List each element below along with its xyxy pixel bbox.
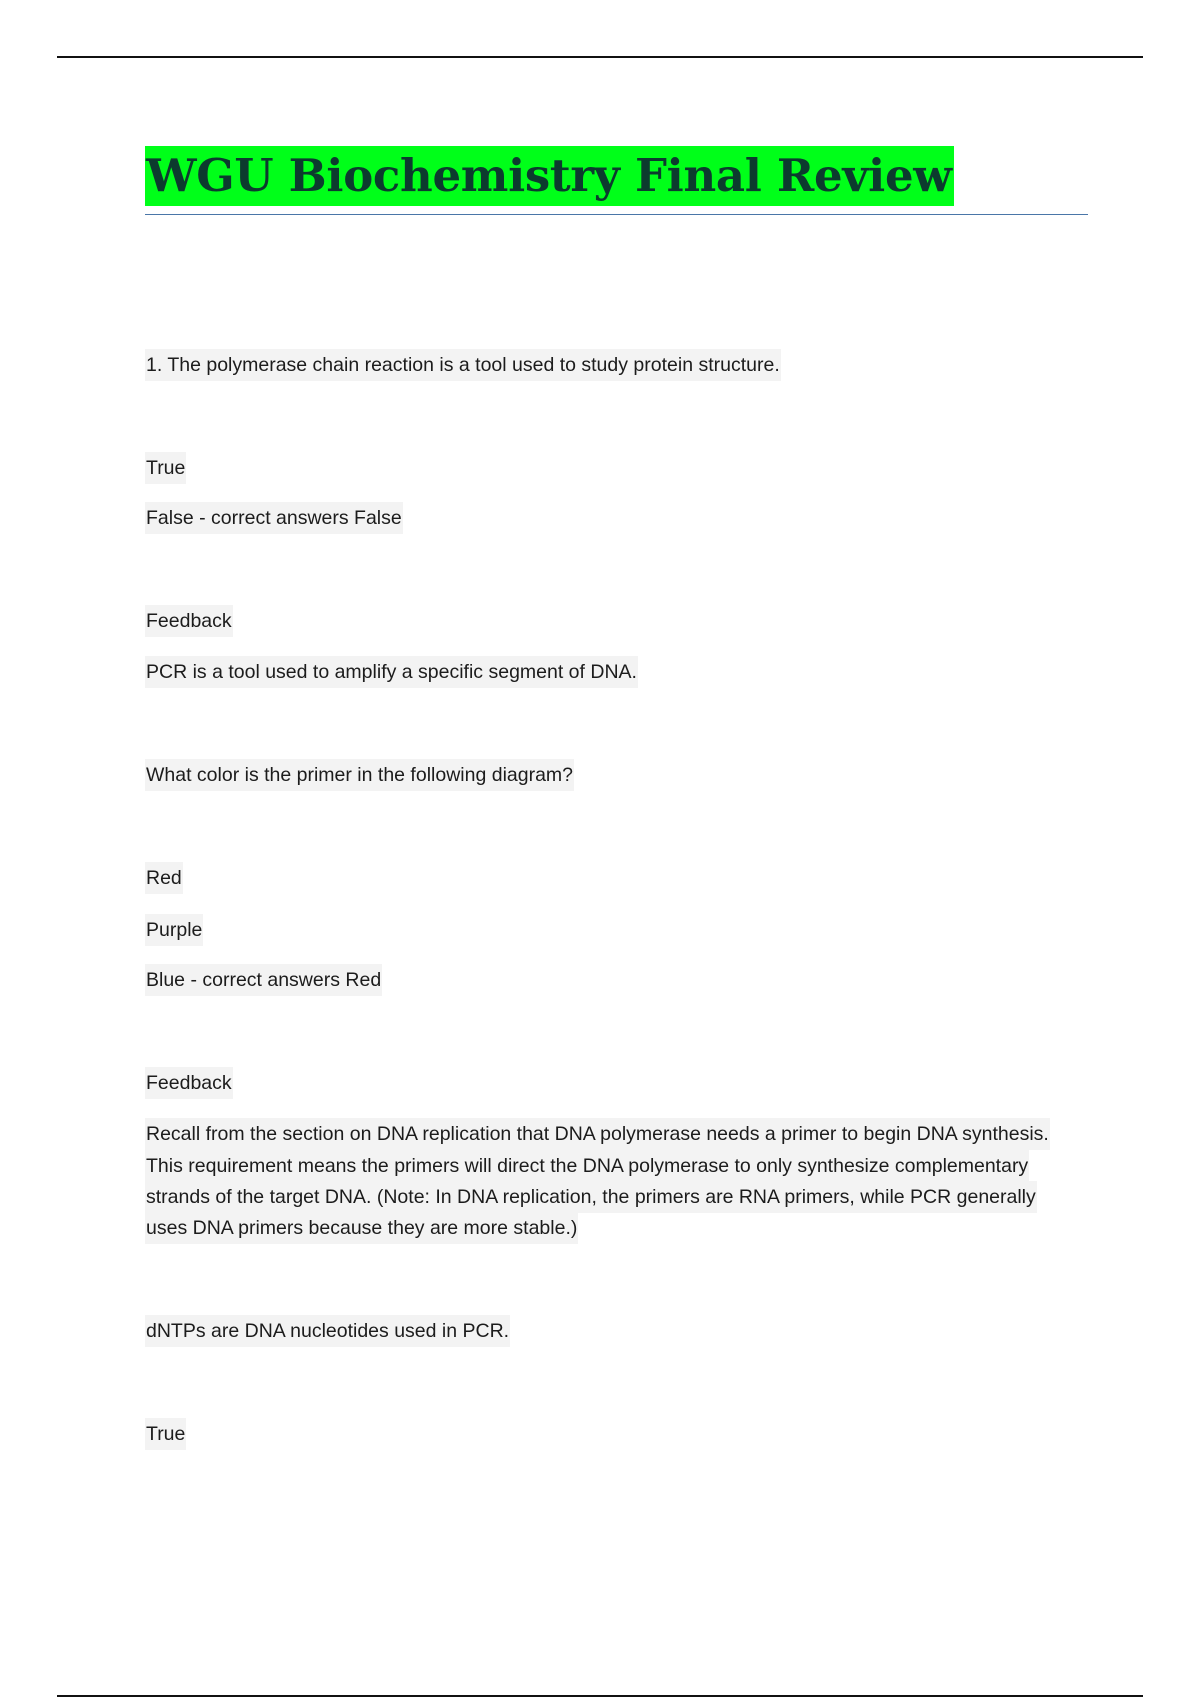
page-top-rule bbox=[57, 56, 1143, 58]
question-3-text: dNTPs are DNA nucleotides used in PCR. bbox=[145, 1315, 510, 1347]
question-1-option-false-answer: False - correct answers False bbox=[145, 502, 403, 534]
question-2-feedback-line-3: strands of the target DNA. (Note: In DNA replication, the primers are RNA primers, while PCR generally bbox=[145, 1181, 1037, 1213]
question-2-text: What color is the primer in the following diagram? bbox=[145, 759, 574, 791]
question-2-option-blue-answer: Blue - correct answers Red bbox=[145, 964, 382, 996]
question-1-option-true: True bbox=[145, 452, 186, 484]
document-title: WGU Biochemistry Final Review bbox=[145, 146, 954, 206]
page-bottom-rule bbox=[57, 1695, 1143, 1697]
question-1-text: 1. The polymerase chain reaction is a tool used to study protein structure. bbox=[145, 349, 781, 381]
question-3-option-true: True bbox=[145, 1418, 186, 1450]
question-2-feedback-label: Feedback bbox=[145, 1067, 233, 1099]
question-2-feedback-line-4: uses DNA primers because they are more stable.) bbox=[145, 1212, 578, 1244]
question-2-option-red: Red bbox=[145, 862, 183, 894]
question-2-option-purple: Purple bbox=[145, 914, 203, 946]
question-2-feedback-line-2: This requirement means the primers will direct the DNA polymerase to only synthesize complementary bbox=[145, 1150, 1029, 1182]
title-block bbox=[145, 146, 1088, 215]
question-1-feedback-label: Feedback bbox=[145, 605, 233, 637]
question-1-feedback-text: PCR is a tool used to amplify a specific segment of DNA. bbox=[145, 656, 638, 688]
question-2-feedback-line-1: Recall from the section on DNA replication that DNA polymerase needs a primer to begin DNA synthesis. bbox=[145, 1118, 1050, 1150]
